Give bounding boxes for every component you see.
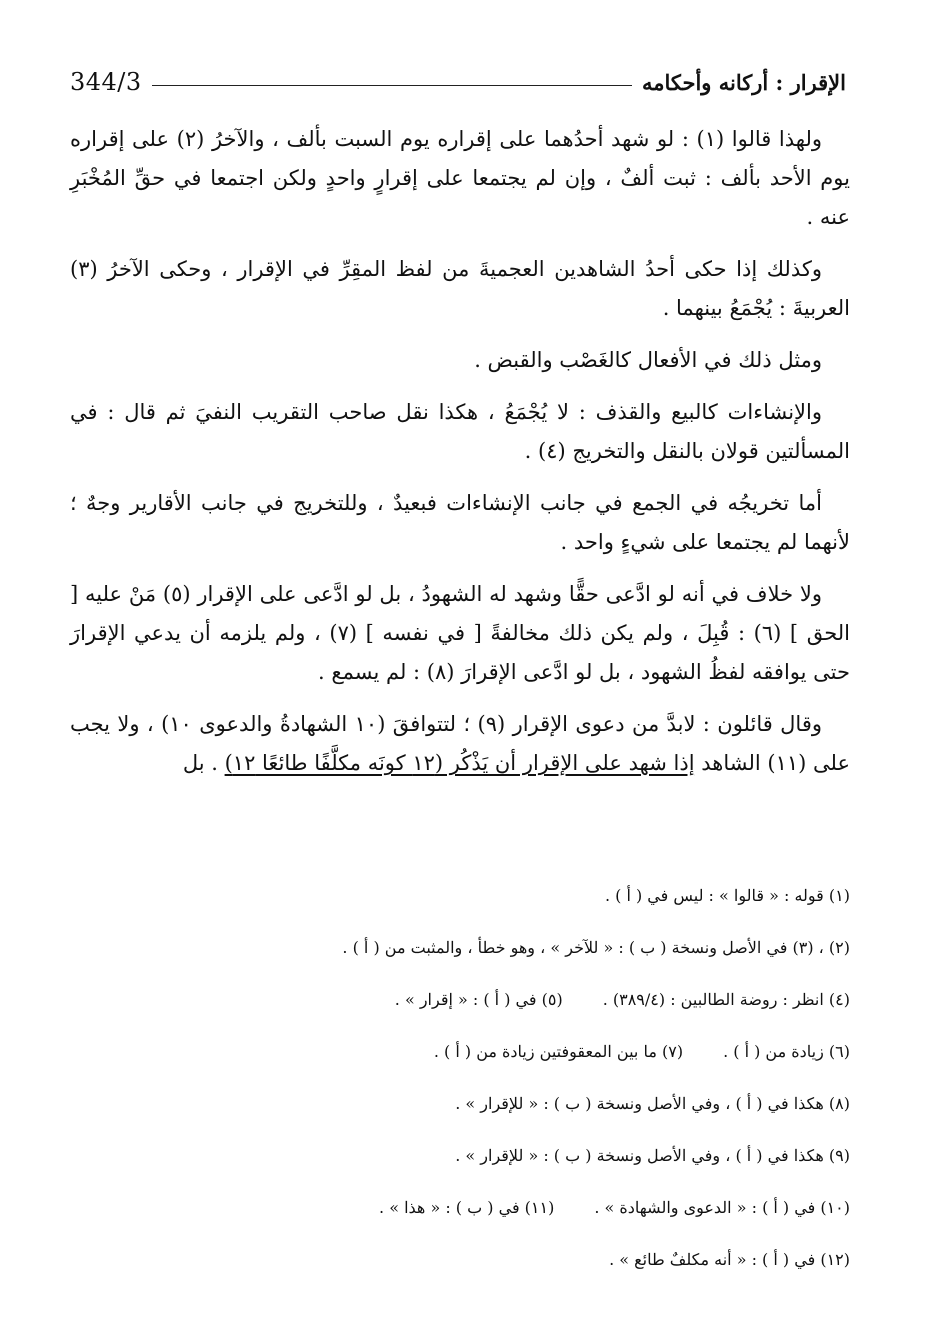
body-text [70,120,850,796]
footnote: (٥) في ( أ ) : « إقرار » . [394,990,563,1009]
footnote: (١) قوله : « قالوا » : ليس في ( أ ) . [604,886,850,905]
header-rule [152,85,632,86]
footnote: (٧) ما بين المعقوفتين زيادة من ( أ ) . [433,1042,684,1061]
paragraph: وكذلك إذا حكى أحدُ الشاهدين العجميةَ من لفظ المقِرِّ في الإقرار ، وحكى الآخرُ (٣) العربيةَ : يُجْمَعُ بينهما . [70,257,850,320]
footnotes [70,886,850,1302]
footnote-pair [70,1042,850,1094]
paragraph: ولا خلاف في أنه لو ادَّعى حقًّا وشهد له الشهودُ ، بل لو ادَّعى على الإقرار (٥) مَنْ عليه [ الحق ] (٦) : قُبِلَ ، ولم يكن ذلك مخالفةً [ في نفسه ] (٧) ، ولم يلزمه أن يدعي الإقرارَ حتى يوافقه لفظُ الشهود ، بل لو ادَّعى الإقرارَ (٨) : لم يسمع . [70,582,850,684]
footnote: (٤) انظر : روضة الطالبين : (٣٨٩/٤) . [602,990,850,1009]
footnote: (١٠) في ( أ ) : « الدعوى والشهادة » . [594,1198,850,1217]
paragraph: أما تخريجُه في الجمع في جانب الإنشاءات فبعيدٌ ، وللتخريج في جانب الأقارير وجهٌ ؛ لأنهما لم يجتمعا على شيءٍ واحد . [70,491,850,554]
underlined-text: إذا شهد على الإقرار أن يَذْكُر (١٢ كونَه مكلَّفًا طائعًا ١٢) [224,751,695,775]
page-number: 344/3 [70,68,142,96]
footnote: (١١) في ( ب ) : « هذا » . [379,1198,555,1217]
footnote-pair [70,1198,850,1250]
paragraph: ومثل ذلك في الأفعال كالغَصْب والقبض . [474,348,822,372]
page-header [70,62,846,102]
footnote-pair [70,990,850,1042]
footnote: (٦) زيادة من ( أ ) . [723,1042,850,1061]
running-title: الإقرار : أركانه وأحكامه [641,69,846,95]
paragraph: وقال قائلون : لابدَّ من دعوى الإقرار (٩) ؛ لتتوافقَ (١٠ الشهادةُ والدعوى ١٠) ، ولا يجب على (١١) الشاهد إذا شهد على الإقرار أن يَذْكُر (١٢ كونَه مكلَّفًا طائعًا ١٢) . بل [70,712,850,775]
footnote: (٨) هكذا في ( أ ) ، وفي الأصل ونسخة ( ب ) : « للإقرار » . [455,1094,850,1113]
footnote: (١٢) في ( أ ) : « أنه مكلفٌ طائع » . [609,1250,850,1269]
paragraph: والإنشاءات كالبيع والقذف : لا يُجْمَعُ ، هكذا نقل صاحب التقريب النفيَ ثم قال : في المسألتين قولان بالنقل والتخريج (٤) . [70,400,850,463]
paragraph: ولهذا قالوا (١) : لو شهد أحدُهما على إقراره يوم السبت بألف ، والآخرُ (٢) على إقراره يوم الأحد بألف : ثبت ألفٌ ، وإن لم يجتمعا على إقرارٍ واحدٍ ولكن اجتمعا في حقِّ المُخْبَرِ عنه . [70,127,850,229]
footnote: (٢) ، (٣) في الأصل ونسخة ( ب ) : « للآخر » ، وهو خطأ ، والمثبت من ( أ ) . [342,938,850,957]
footnote: (٩) هكذا في ( أ ) ، وفي الأصل ونسخة ( ب ) : « للإقرار » . [455,1146,850,1165]
